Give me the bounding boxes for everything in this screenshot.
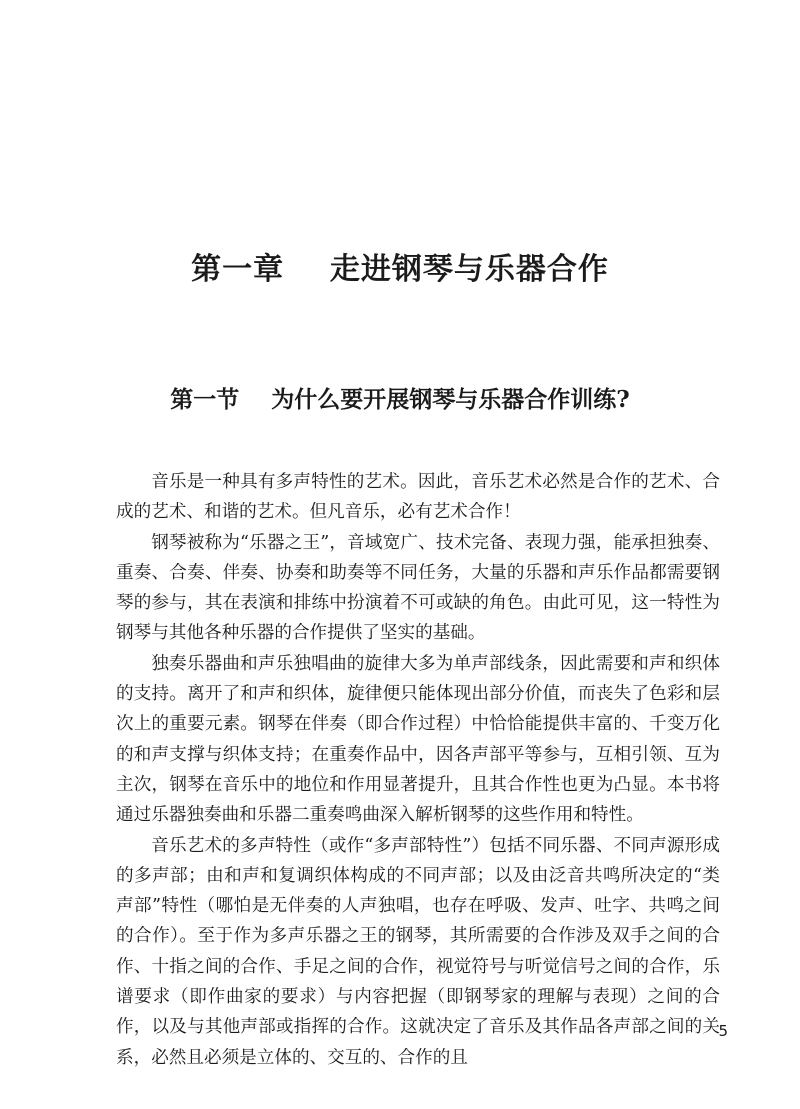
paragraph: 钢琴被称为“乐器之王”，音域宽广、技术完备、表现力强，能承担独奏、重奏、合奏、伴奏、协奏和助奏等不同任务，大量的乐器和声乐作品都需要钢琴的参与，其在表演和排练中扮演着不可或缺的角色。由此可见，这一特性为钢琴与其他各种乐器的合作提供了坚实的基础。 [116,532,720,644]
body-text [116,467,720,1073]
page-number: 5 [718,1022,728,1040]
section-title: 第一节 为什么要开展钢琴与乐器合作训练? [170,386,630,413]
paragraph: 独奏乐器曲和声乐独唱曲的旋律大多为单声部线条，因此需要和声和织体的支持。离开了和声和织体，旋律便只能体现出部分价值，而丧失了色彩和层次上的重要元素。钢琴在伴奏（即合作过程）中恰恰能提供丰富的、千变万化的和声支撑与织体支持；在重奏作品中，因各声部平等参与，互相引领、互为主次，钢琴在音乐中的地位和作用显著提升，且其合作性也更为凸显。本书将通过乐器独奏曲和乐器二重奏鸣曲深入解析钢琴的这些作用和特性。 [116,653,720,826]
chapter-title: 第一章 走进钢琴与乐器合作 [191,252,609,287]
paragraph: 音乐艺术的多声特性（或作“多声部特性”）包括不同乐器、不同声源形成的多声部；由和声和复调织体构成的不同声部；以及由泛音共鸣所决定的“类声部”特性（哪怕是无伴奏的人声独唱，也存在呼吸、发声、吐字、共鸣之间的合作）。至于作为多声乐器之王的钢琴，其所需要的合作涉及双手之间的合作、十指之间的合作、手足之间的合作，视觉符号与听觉信号之间的合作，乐谱要求（即作曲家的要求）与内容把握（即钢琴家的理解与表现）之间的合作，以及与其他声部或指挥的合作。这就决定了音乐及其作品各声部之间的关系，必然且必须是立体的、交互的、合作的且 [116,835,720,1068]
paragraph: 音乐是一种具有多声特性的艺术。因此，音乐艺术必然是合作的艺术、合成的艺术、和谐的艺术。但凡音乐，必有艺术合作！ [116,472,720,523]
